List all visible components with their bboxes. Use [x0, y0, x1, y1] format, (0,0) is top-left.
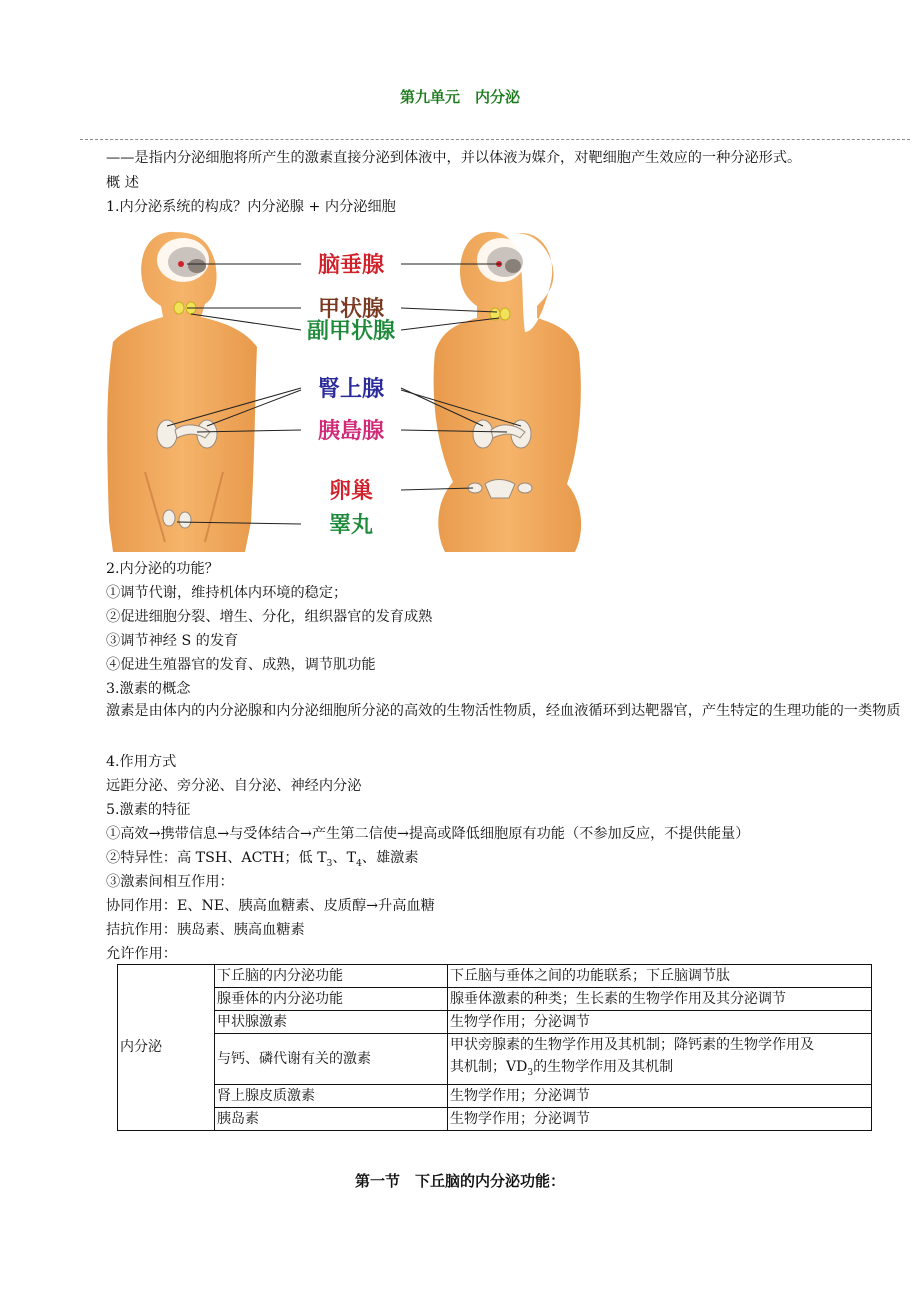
label-parathyroid: 副甲状腺 — [306, 319, 396, 344]
function-3: ③调节神经 S 的发育 — [106, 633, 239, 649]
overview-heading: 概 述 — [106, 175, 139, 191]
table-row — [118, 1107, 872, 1130]
female-body — [434, 232, 582, 552]
table-row — [118, 988, 872, 1011]
divider — [80, 139, 910, 140]
label-adrenal: 腎上腺 — [317, 377, 385, 402]
hormone-concept: 激素是由体内的内分泌腺和内分泌细胞所分泌的高效的生物活性物质，经血液循环到达靶器官，产生特定的生理功能的一类物质 — [106, 703, 901, 719]
table-content-cell: 生物学作用；分泌调节 — [448, 1107, 872, 1130]
table-content-cell: 生物学作用；分泌调节 — [448, 1084, 872, 1107]
label-pituitary: 脑垂腺 — [317, 253, 385, 278]
antagonism-text: 拮抗作用：胰岛素、胰高血糖素 — [106, 922, 305, 938]
table-row — [118, 1084, 872, 1107]
label-testis: 睪丸 — [328, 513, 374, 538]
question-5: 5.激素的特征 — [106, 802, 191, 818]
label-pancreatic-islet: 胰島腺 — [317, 419, 385, 444]
feature-2: ②特异性：高 TSH、ACTH；低 $T_3$、$T_4$、雄激素 — [106, 850, 419, 869]
question-4: 4.作用方式 — [106, 754, 177, 770]
table-topic-cell: 甲状腺激素 — [215, 1011, 448, 1034]
table-topic-cell: 下丘脑的内分泌功能 — [215, 965, 448, 988]
feature-3: ③激素间相互作用： — [106, 874, 234, 890]
table-row — [118, 1011, 872, 1034]
table-content-cell: 腺垂体激素的种类；生长素的生物学作用及其分泌调节 — [448, 988, 872, 1011]
table-content-cell: 下丘脑与垂体之间的功能联系；下丘脑调节肽 — [448, 965, 872, 988]
section-heading: 第一节 下丘脑的内分泌功能： — [354, 1172, 565, 1190]
table-row — [118, 965, 872, 988]
question-2: 2.内分泌的功能？ — [106, 561, 219, 577]
male-body — [107, 232, 257, 552]
question-3: 3.激素的概念 — [106, 681, 191, 697]
table-group-cell: 内分泌 — [118, 965, 215, 1131]
table-topic-cell: 胰岛素 — [215, 1107, 448, 1130]
endocrine-outline-table — [117, 964, 872, 1131]
function-1: ①调节代谢，维持机体内环境的稳定； — [106, 585, 348, 601]
table-content-cell: 甲状旁腺素的生物学作用及其机制；降钙素的生物学作用及 其机制；$VD_3$的生物学作用及其机制 — [448, 1034, 872, 1085]
definition-text: ——是指内分泌细胞将所产生的激素直接分泌到体液中，并以体液为媒介，对靶细胞产生效应的一种分泌形式。 — [106, 150, 802, 166]
function-2: ②促进细胞分裂、增生、分化，组织器官的发育成熟 — [106, 609, 433, 625]
question-1: 1.内分泌系统的构成？内分泌腺 + 内分泌细胞 — [106, 199, 396, 215]
table-row — [118, 1034, 872, 1085]
label-ovary: 卵巢 — [328, 479, 374, 504]
endocrine-glands-figure — [105, 222, 595, 552]
action-modes: 远距分泌、旁分泌、自分泌、神经内分泌 — [106, 778, 362, 794]
table-content-cell: 生物学作用；分泌调节 — [448, 1011, 872, 1034]
synergy-text: 协同作用：E、NE、胰高血糖素、皮质醇→升高血糖 — [106, 898, 435, 914]
permissive-text: 允许作用： — [106, 946, 177, 962]
table-topic-cell: 与钙、磷代谢有关的激素 — [215, 1034, 448, 1085]
table-topic-cell: 肾上腺皮质激素 — [215, 1084, 448, 1107]
feature-1: ①高效→携带信息→与受体结合→产生第二信使→提高或降低细胞原有功能（不参加反应，不提供能量） — [106, 826, 750, 842]
label-thyroid: 甲状腺 — [317, 297, 385, 322]
table-topic-cell: 腺垂体的内分泌功能 — [215, 988, 448, 1011]
function-4: ④促进生殖器官的发育、成熟，调节肌功能 — [106, 657, 376, 673]
page-title: 第九单元 内分泌 — [399, 88, 520, 106]
